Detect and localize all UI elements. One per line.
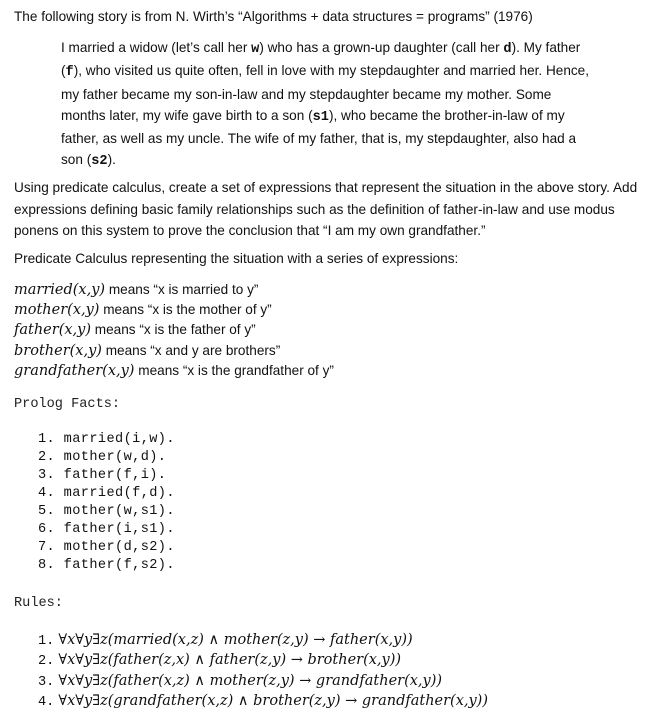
definition-line [14, 280, 334, 300]
rules-list [38, 631, 488, 713]
story-text: ), who became the brother-in-law of my father, as well as my uncle. The wife of my father, that is, my stepdaughter, also had a son ( [61, 107, 577, 168]
fact-item: 7. mother(d,s2). [38, 540, 175, 555]
rule-item [38, 672, 488, 692]
task-paragraph: Using predicate calculus, create a set of expressions that represent the situation in the above story. Add expressions defining basic family relationships such as the definition of father-in-law and use modus ponens on this system to prove the conclusion that “I am my own grandfather.” [14, 180, 638, 238]
meaning: means “x and y are brothers” [101, 342, 281, 358]
rule-number: 1. [38, 634, 55, 649]
predicate-definitions [14, 280, 334, 381]
rule-formula: ∀x∀y∃z(grandfather(x,z) ∧ brother(z,y) → grandfather(x,y)) [58, 693, 488, 710]
meaning: means “x is the father of y” [90, 322, 256, 338]
rule-formula: ∀x∀y∃z(married(x,z) ∧ mother(z,y) → father(x,y)) [58, 632, 413, 648]
symbol-s2: s2 [91, 154, 108, 170]
symbol-f: f [65, 65, 74, 81]
story-text: ). [107, 152, 116, 168]
predicate: married(x,y) [14, 282, 106, 298]
rule-item [38, 692, 488, 712]
rule-number: 3. [38, 674, 55, 690]
rules-heading: Rules: [14, 596, 63, 611]
predicate: father(x,y) [14, 322, 91, 339]
definition-line [14, 361, 334, 381]
fact-item: 5. mother(w,s1). [38, 504, 175, 519]
rule-item [38, 631, 488, 651]
story-text: ), who visited us quite often, fell in love with my stepdaughter and married her. Hence, my father became my son-in-law and my stepdaughter became my mother. Some months later, my wife gave birth to a son ( [61, 63, 590, 123]
fact-item: 1. married(i,w). [38, 432, 175, 447]
fact-item: 4. married(f,d). [38, 486, 175, 501]
rule-item [38, 651, 488, 671]
rule-number: 2. [38, 654, 55, 670]
fact-item: 6. father(i,s1). [38, 522, 175, 537]
story-quote [61, 37, 596, 173]
story-text: ) who has a grown-up daughter (call her [259, 40, 504, 55]
story-text: ). My father ( [61, 40, 581, 79]
symbol-w: w [251, 42, 260, 57]
predicate: grandfather(x,y) [14, 362, 135, 379]
definition-line [14, 320, 334, 340]
facts-list [38, 431, 175, 575]
definition-line [14, 341, 334, 361]
facts-heading: Prolog Facts: [14, 397, 121, 412]
intro-line: The following story is from N. Wirth’s “Algorithms + data structures = programs” (1976) [14, 9, 533, 24]
symbol-d: d [503, 42, 512, 57]
definition-line [14, 300, 334, 320]
fact-item: 2. mother(w,d). [38, 450, 167, 465]
predicate-calculus-heading: Predicate Calculus representing the situation with a series of expressions: [14, 251, 459, 266]
predicate: mother(x,y) [14, 302, 100, 319]
symbol-s1: s1 [312, 109, 329, 125]
meaning: means “x is married to y” [105, 282, 259, 297]
rule-number: 4. [38, 695, 55, 711]
rule-formula: ∀x∀y∃z(father(z,x) ∧ father(z,y) → brother(x,y)) [58, 652, 402, 669]
predicate: brother(x,y) [14, 342, 102, 359]
fact-item: 3. father(f,i). [38, 468, 167, 483]
rule-formula: ∀x∀y∃z(father(x,z) ∧ mother(z,y) → grandfather(x,y)) [58, 672, 443, 689]
story-text: I married a widow (let’s call her [61, 40, 252, 55]
meaning: means “x is the grandfather of y” [134, 362, 334, 378]
fact-item: 8. father(f,s2). [38, 558, 175, 573]
meaning: means “x is the mother of y” [99, 302, 272, 318]
